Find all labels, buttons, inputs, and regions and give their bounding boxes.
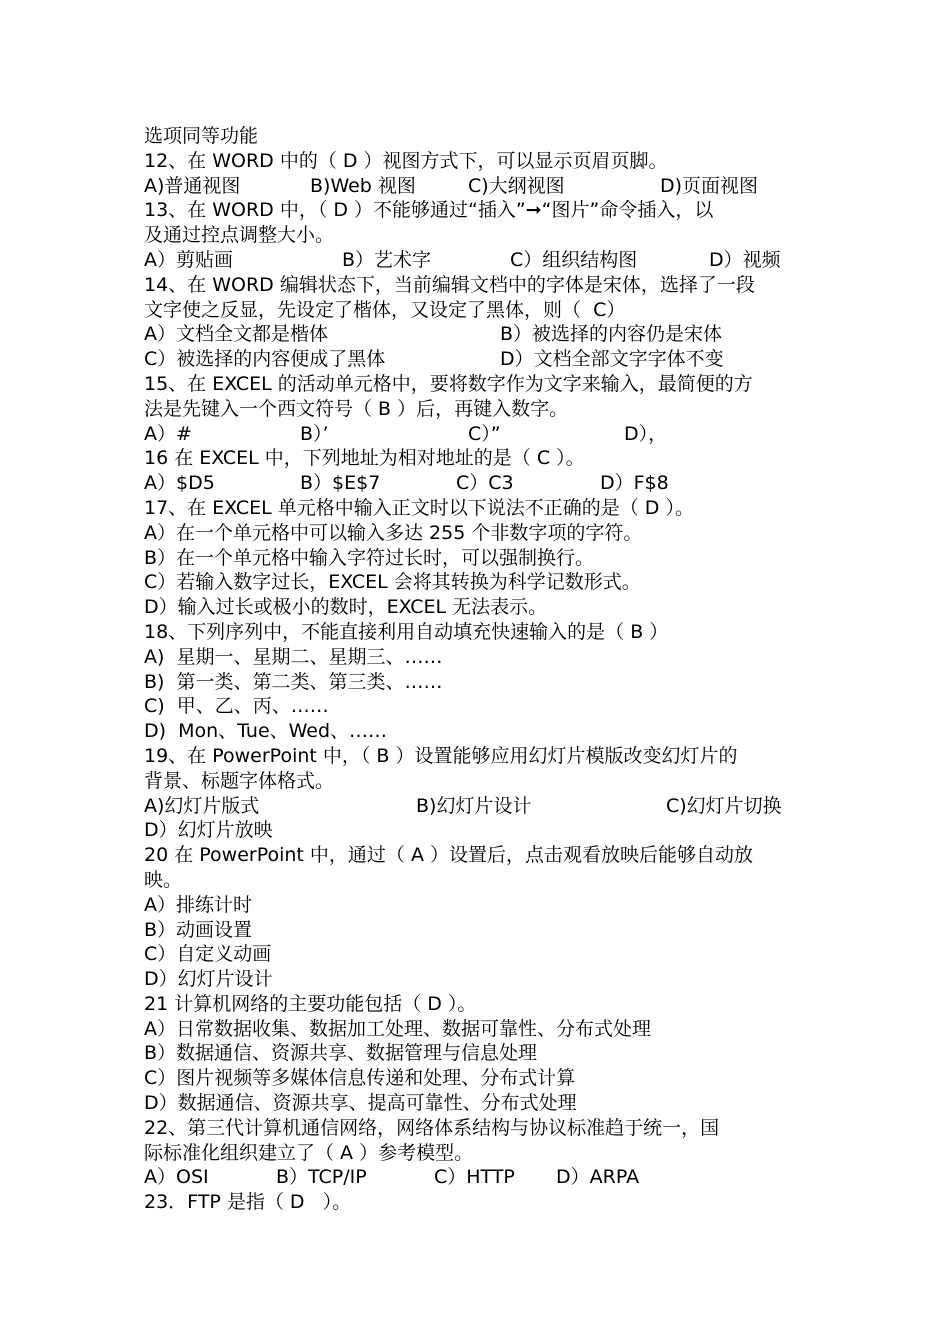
option-b: B) 第一类、第二类、第三类、…… — [144, 670, 443, 693]
question-18: 18、下列序列中，不能直接利用自动填充快速输入的是（ B ） — [144, 620, 669, 643]
question-14: 14、在 WORD 编辑状态下，当前编辑文档中的字体是宋体，选择了一段 — [144, 273, 755, 296]
option-d: D）F$8 — [600, 472, 669, 495]
option-a: A）剪贴画 — [144, 248, 233, 271]
option-c: C）图片视频等多媒体信息传递和处理、分布式计算 — [144, 1067, 576, 1090]
option-c: C）自定义动画 — [144, 943, 272, 966]
text-line: 及通过控点调整大小。 — [144, 224, 335, 247]
option-d: D) Mon、Tue、Wed、…… — [144, 720, 388, 743]
option-c: C）被选择的内容便成了黑体 — [144, 348, 386, 371]
option-a: A）文档全文都是楷体 — [144, 323, 328, 346]
option-c: C)幻灯片切换 — [666, 794, 782, 817]
q16-options — [144, 471, 824, 496]
question-21: 21 计算机网络的主要功能包括（ D ）。 — [144, 992, 477, 1015]
option-c: C) 甲、乙、丙、…… — [144, 695, 329, 718]
text-line: 法是先键入一个西文符号（ B ）后，再键入数字。 — [144, 397, 569, 420]
text-line: 文字使之反显，先设定了楷体，又设定了黑体，则（ C） — [144, 298, 626, 321]
option-b: B）$E$7 — [300, 472, 381, 495]
option-a: A）排练计时 — [144, 893, 252, 916]
option-b: B）被选择的内容仍是宋体 — [500, 323, 723, 346]
option-d: D）ARPA — [556, 1166, 640, 1189]
question-23: 23．FTP 是指（ D ）。 — [144, 1191, 352, 1214]
option-b: B）动画设置 — [144, 918, 253, 941]
option-a: A）在一个单元格中可以输入多达 255 个非数字项的字符。 — [144, 521, 643, 544]
question-15: 15、在 EXCEL 的活动单元格中，要将数字作为文字来输入，最简便的方 — [144, 372, 753, 395]
q22-options — [144, 1165, 824, 1190]
option-d: D）输入过长或极小的数时，EXCEL 无法表示。 — [144, 596, 548, 619]
q13-options — [144, 248, 824, 273]
q12-options — [144, 174, 824, 199]
option-c: C）” — [468, 422, 501, 445]
option-c: C）组织结构图 — [510, 248, 638, 271]
document-page — [144, 124, 824, 1215]
option-a: A)普通视图 — [144, 174, 241, 197]
text-line: 选项同等功能 — [144, 125, 259, 147]
option-b: B）艺术字 — [342, 248, 432, 271]
option-d: D）幻灯片放映 — [144, 819, 273, 842]
text-line: 际标准化组织建立了（ A ）参考模型。 — [144, 1141, 474, 1164]
option-a: A）$D5 — [144, 472, 215, 495]
option-d: D）幻灯片设计 — [144, 968, 273, 991]
question-13: 13、在 WORD 中，（ D ）不能够通过“插入”➞“图片”命令插入，以 — [144, 199, 714, 222]
option-c: C）HTTP — [434, 1166, 515, 1189]
option-d: D）， — [624, 422, 668, 445]
option-d: D）文档全部文字字体不变 — [500, 348, 724, 371]
option-b: B）TCP/IP — [276, 1166, 367, 1189]
option-b: B）数据通信、资源共享、数据管理与信息处理 — [144, 1042, 538, 1065]
option-a: A）# — [144, 422, 192, 445]
option-c: C)大纲视图 — [468, 174, 565, 197]
option-a: A）OSI — [144, 1166, 209, 1189]
option-d: D）数据通信、资源共享、提高可靠性、分布式处理 — [144, 1092, 577, 1115]
q14-options-cd — [144, 347, 824, 372]
question-20: 20 在 PowerPoint 中，通过（ A ）设置后，点击观看放映后能够自动放 — [144, 844, 753, 867]
q14-options-ab — [144, 322, 824, 347]
option-c: C）C3 — [456, 472, 514, 495]
text-line: 背景、标题字体格式。 — [144, 769, 335, 792]
question-22: 22、第三代计算机通信网络，网络体系结构与协议标准趋于统一，国 — [144, 1116, 720, 1139]
option-a: A) 星期一、星期二、星期三、…… — [144, 645, 443, 668]
option-b: B)幻灯片设计 — [416, 794, 532, 817]
option-d: D）视频 — [709, 248, 781, 271]
q15-options — [144, 422, 824, 447]
option-a: A）日常数据收集、数据加工处理、数据可靠性、分布式处理 — [144, 1017, 651, 1040]
question-17: 17、在 EXCEL 单元格中输入正文时以下说法不正确的是（ D ）。 — [144, 496, 694, 519]
q19-options — [144, 794, 824, 819]
text-line: 映。 — [144, 868, 183, 891]
question-16: 16 在 EXCEL 中，下列地址为相对地址的是（ C ）。 — [144, 447, 585, 470]
question-12: 12、在 WORD 中的（ D ）视图方式下，可以显示页眉页脚。 — [144, 149, 668, 172]
question-19: 19、在 PowerPoint 中，（ B ）设置能够应用幻灯片模版改变幻灯片的 — [144, 744, 738, 767]
option-c: C）若输入数字过长，EXCEL 会将其转换为科学记数形式。 — [144, 571, 641, 594]
option-a: A)幻灯片版式 — [144, 794, 260, 817]
option-b: B）在一个单元格中输入字符过长时，可以强制换行。 — [144, 546, 595, 569]
option-d: D)页面视图 — [660, 174, 759, 197]
option-b: B)Web 视图 — [310, 174, 416, 197]
option-b: B）’ — [300, 422, 329, 445]
